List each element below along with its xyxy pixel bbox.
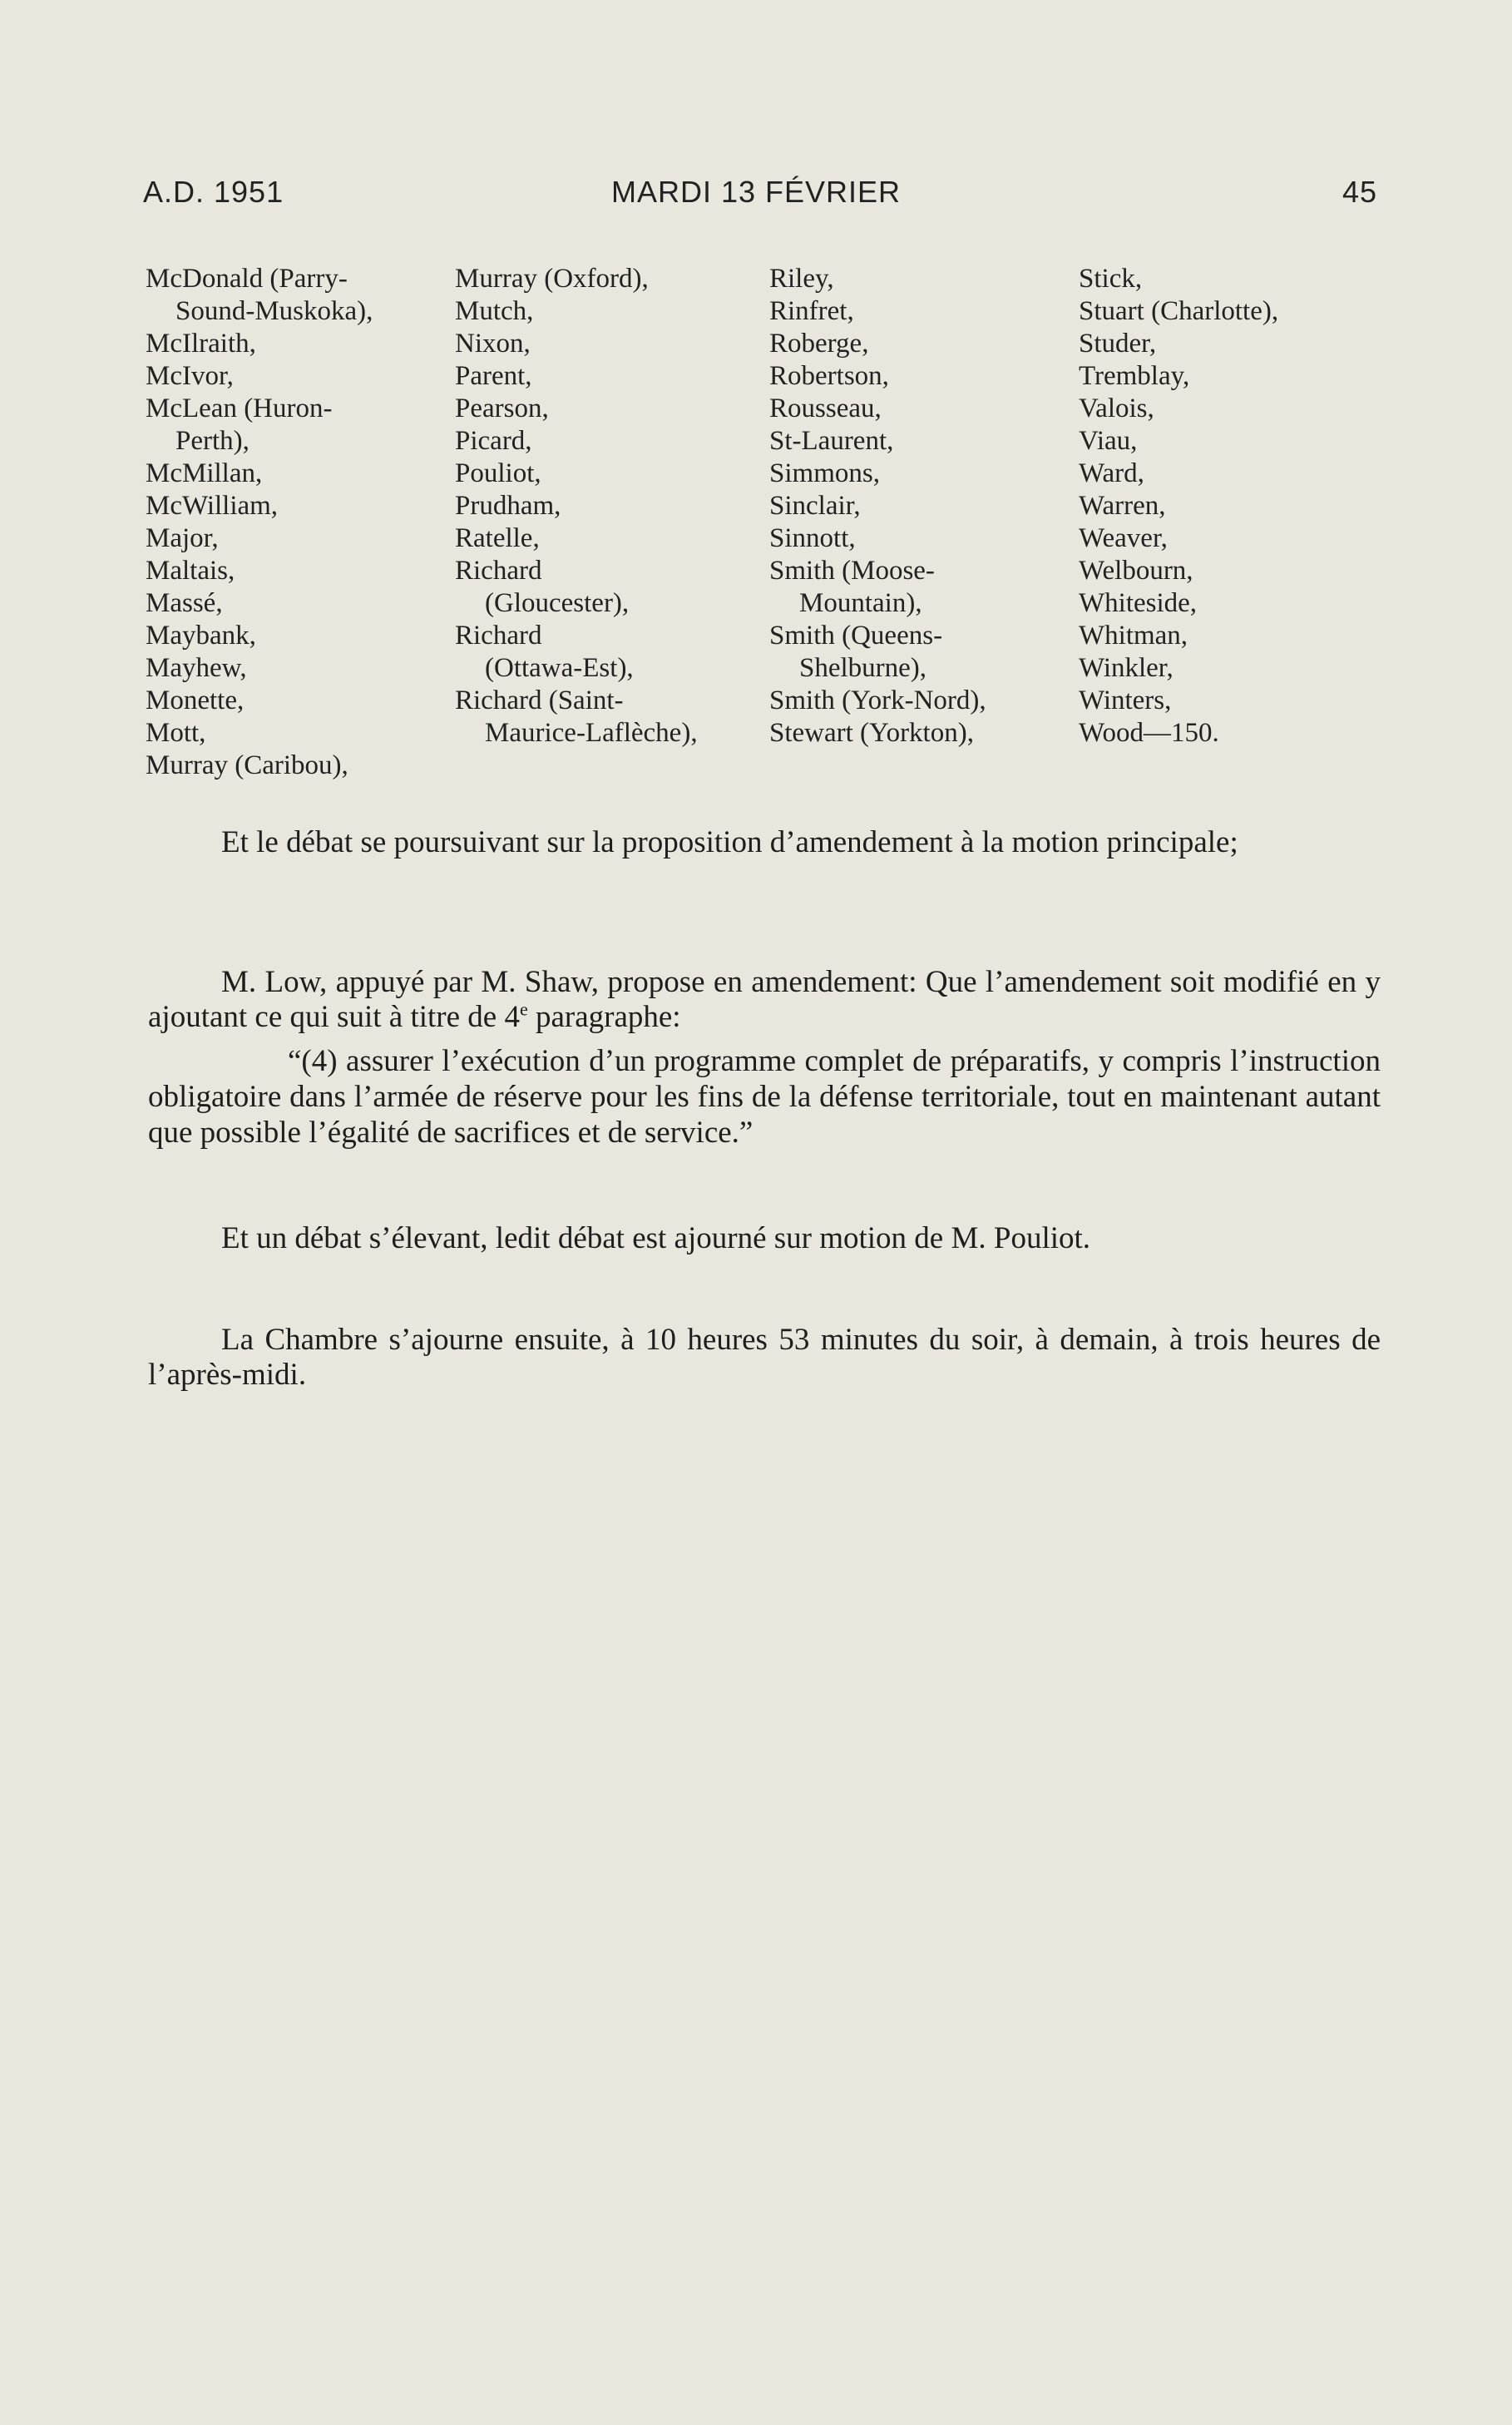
members-list (146, 263, 1393, 795)
amendment-paragraph (148, 965, 1381, 1035)
member-name: Pearson, (455, 393, 549, 423)
members-column-4 (1079, 263, 1388, 750)
member-name: Mountain), (799, 588, 922, 618)
member-name: Ward, (1079, 458, 1144, 488)
member-name: McIlraith, (146, 329, 256, 359)
member-name: Massé, (146, 588, 223, 618)
ordinal-superscript: e (519, 998, 528, 1020)
member-name: (Ottawa-Est), (485, 653, 634, 683)
member-name: Maltais, (146, 556, 235, 586)
member-name: Smith (York-Nord), (769, 685, 986, 715)
amendment-quote: “(4) assurer l’exécution d’un programme complet de préparatifs, y compris l’instruction obligatoire dans l’armée de réserve pour les fins de la défense territoriale, tout en maintenant autant que possible l’égalité de sacrifices et de service.” (148, 1044, 1381, 1150)
amendment-text: M. Low, appuyé par M. Shaw, propose en amendement: Que l’amendement soit modifié en y ajoutant ce qui suit à titre de 4 (148, 965, 1381, 1034)
member-name: Valois, (1079, 393, 1154, 423)
amendment-text-end: paragraphe: (527, 1000, 681, 1034)
member-name: Mayhew, (146, 653, 247, 683)
member-name: McDonald (Parry- (146, 264, 348, 294)
member-name: Sinnott, (769, 523, 856, 553)
member-name: McMillan, (146, 458, 263, 488)
member-name: Sound-Muskoka), (175, 296, 373, 326)
adjournment-paragraph: La Chambre s’ajourne ensuite, à 10 heures 53 minutes du soir, à demain, à trois heures de l’après-midi. (148, 1323, 1381, 1392)
member-name: Prudham, (455, 491, 561, 521)
member-name: Maurice-Laflèche), (485, 718, 698, 748)
adjourned-debate-paragraph: Et un débat s’élevant, ledit débat est ajourné sur motion de M. Pouliot. (221, 1221, 1091, 1255)
member-name: (Gloucester), (485, 588, 630, 618)
member-name: Sinclair, (769, 491, 861, 521)
member-name: Maybank, (146, 621, 256, 651)
header-date: MARDI 13 FÉVRIER (610, 175, 902, 209)
member-name: Rousseau, (769, 393, 882, 423)
member-name: Wood—150. (1079, 718, 1219, 748)
member-name: Viau, (1079, 426, 1138, 456)
member-name: Murray (Caribou), (146, 750, 348, 780)
member-name: Whiteside, (1079, 588, 1198, 618)
member-name: Simmons, (769, 458, 880, 488)
member-name: Stick, (1079, 264, 1143, 294)
member-name: Monette, (146, 685, 245, 715)
member-name: Picard, (455, 426, 532, 456)
member-name: Smith (Queens- (769, 621, 943, 651)
member-name: Studer, (1079, 329, 1157, 359)
member-name: McWilliam, (146, 491, 279, 521)
member-name: Murray (Oxford), (455, 264, 649, 294)
member-name: Riley, (769, 264, 834, 294)
members-column-1 (146, 263, 445, 782)
member-name: McLean (Huron- (146, 393, 333, 423)
member-name: Richard (Saint- (455, 685, 624, 715)
members-column-2 (455, 263, 764, 750)
member-name: St-Laurent, (769, 426, 894, 456)
member-name: Rinfret, (769, 296, 854, 326)
member-name: Welbourn, (1079, 556, 1193, 586)
member-name: Stewart (Yorkton), (769, 718, 974, 748)
member-name: Weaver, (1079, 523, 1168, 553)
member-name: Warren, (1079, 491, 1166, 521)
member-name: Nixon, (455, 329, 531, 359)
member-name: Richard (455, 621, 542, 651)
member-name: Mott, (146, 718, 206, 748)
member-name: Mutch, (455, 296, 534, 326)
member-name: Parent, (455, 361, 532, 391)
member-name: Winters, (1079, 685, 1172, 715)
member-name: Shelburne), (799, 653, 927, 683)
member-name: Winkler, (1079, 653, 1174, 683)
member-name: Whitman, (1079, 621, 1188, 651)
member-name: Perth), (175, 426, 250, 456)
page-number: 45 (1342, 175, 1378, 209)
member-name: McIvor, (146, 361, 234, 391)
member-name: Tremblay, (1079, 361, 1190, 391)
member-name: Robertson, (769, 361, 889, 391)
member-name: Ratelle, (455, 523, 540, 553)
member-name: Richard (455, 556, 542, 586)
header-year: A.D. 1951 (143, 175, 284, 209)
member-name: Stuart (Charlotte), (1079, 296, 1279, 326)
member-name: Smith (Moose- (769, 556, 935, 586)
debate-paragraph: Et le débat se poursuivant sur la proposition d’amendement à la motion principale; (221, 825, 1238, 859)
members-column-3 (769, 263, 1079, 750)
member-name: Roberge, (769, 329, 869, 359)
member-name: Major, (146, 523, 219, 553)
member-name: Pouliot, (455, 458, 541, 488)
